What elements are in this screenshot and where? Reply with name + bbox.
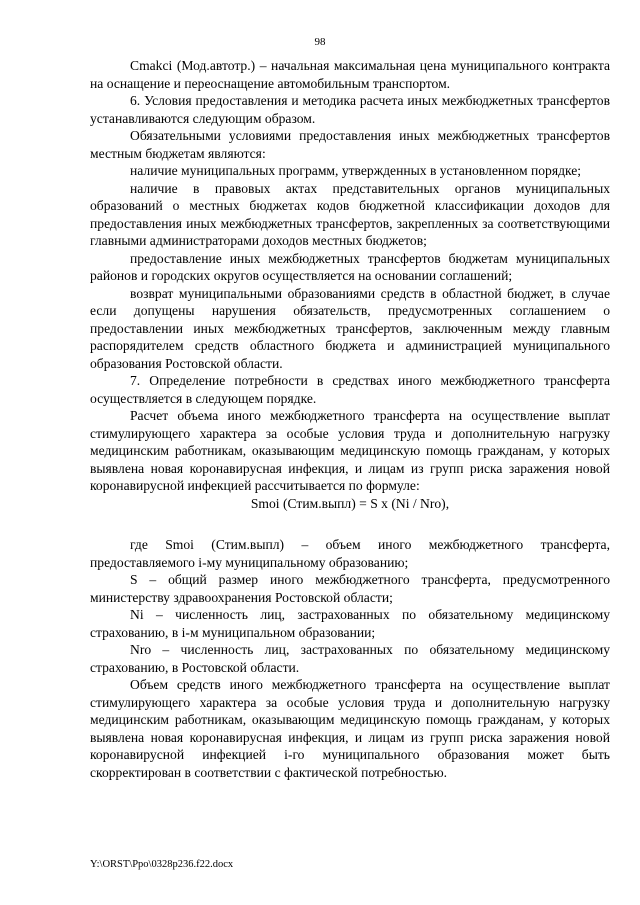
paragraph: наличие муниципальных программ, утвержденных в установленном порядке; <box>130 163 582 178</box>
paragraph: Объем средств иного межбюджетного трансферта на осуществление выплат стимулирующего характера за особые условия труда и дополнительную нагрузку медицинским работникам, оказывающим медицинскую помощь гражданам, у которых выявлена новая коронавирусная инфекция, и лицам из групп риска заражения новой коронавирусной инфекцией i-го муниципального образования может быть скорректирован в соответствии с фактической потребностью. <box>90 677 610 780</box>
formula: Smoi (Стим.выпл) = S x (Ni / Nro), <box>250 495 450 511</box>
footer-file-path: Y:\ORST\Ppo\0328p236.f22.docx <box>90 859 234 870</box>
paragraph: предоставление иных межбюджетных трансфертов бюджетам муниципальных районов и городских округов осуществляется на основании соглашений; <box>90 250 610 283</box>
paragraph: Расчет объема иного межбюджетного трансферта на осуществление выплат стимулирующего характера за особые условия труда и дополнительную нагрузку медицинским работникам, оказывающим медицинскую помощь гражданам, у которых выявлена новая коронавирусная инфекция, и лицам из групп риска заражения новой коронавирусной инфекцией рассчитывается по формуле: <box>90 408 610 493</box>
page-number: 98 <box>314 36 326 48</box>
paragraph: возврат муниципальными образованиями средств в областной бюджет, в случае если допущены нарушения обязательств, предусмотренных соглашением о предоставлении иных межбюджетных трансфертов, заключенным между главным распорядителем средств областного бюджета и администрацией муниципального образования Ростовской области. <box>90 285 610 371</box>
paragraph: Nro – численность лиц, застрахованных по обязательному медицинскому страхованию, в Ростовской области. <box>90 642 610 675</box>
paragraph: наличие в правовых актах представительных органов муниципальных образований о местных бюджетах кодов бюджетной классификации доходов для предоставления иных межбюджетных трансфертов, закрепленных за соответствующими главными администраторами доходов местных бюджетов; <box>90 180 610 248</box>
paragraph: 6. Условия предоставления и методика расчета иных межбюджетных трансфертов устанавливаются следующим образом. <box>90 93 610 126</box>
document-body <box>90 57 610 781</box>
paragraph: где Smoi (Стим.выпл) – объем иного межбюджетного трансферта, предоставляемого i-му муниципальному образованию; <box>90 537 610 570</box>
paragraph: Обязательными условиями предоставления иных межбюджетных трансфертов местным бюджетам являются: <box>90 128 610 161</box>
paragraph: 7. Определение потребности в средствах иного межбюджетного трансферта осуществляется в следующем порядке. <box>90 373 610 406</box>
paragraph: S – общий размер иного межбюджетного трансферта, предусмотренного министерству здравоохранения Ростовской области; <box>90 572 610 605</box>
paragraph: Cmakci (Мод.автотр.) – начальная максимальная цена муниципального контракта на оснащение и переоснащение автомобильным транспортом. <box>90 58 610 91</box>
paragraph: Ni – численность лиц, застрахованных по обязательному медицинскому страхованию, в i-м муниципальном образовании; <box>90 607 610 640</box>
